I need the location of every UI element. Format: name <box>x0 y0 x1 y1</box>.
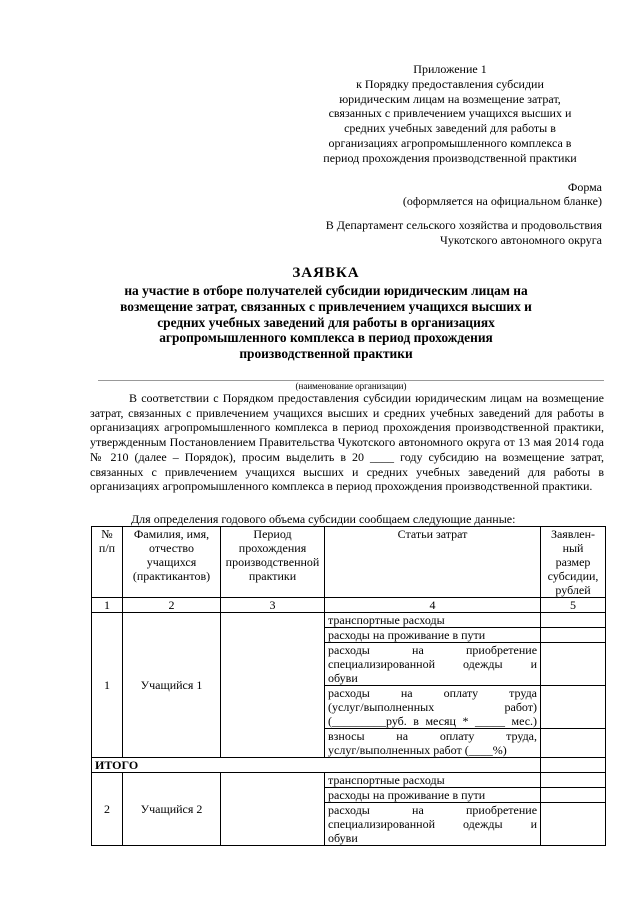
organization-caption: (наименование организации) <box>295 381 407 391</box>
form-label: Форма <box>567 180 602 194</box>
amount-cell[interactable] <box>541 788 606 803</box>
item-text: взносы на оплату труда, <box>328 729 538 743</box>
subtitle-line: агропромышленного комплекса в период прохождения <box>159 330 493 346</box>
item-text: (услуг/выполненных работ) <box>328 700 538 714</box>
total-label: ИТОГО <box>92 758 541 773</box>
item-text: услуг/выполненных работ (____%) <box>328 743 507 757</box>
header-text: рублей <box>555 583 591 597</box>
item-text: обуви <box>328 831 358 845</box>
item-text: расходы на оплату труда <box>328 686 538 700</box>
expense-table <box>91 526 606 846</box>
header-text: прохождения <box>238 541 307 555</box>
student-num: 1 <box>92 613 123 758</box>
form-note: (оформляется на официальном бланке) <box>402 194 602 208</box>
student-name: Учащийся 1 <box>123 613 221 758</box>
appendix-line: период прохождения производственной практики <box>323 150 577 165</box>
body-paragraph: В соответствии с Порядком предоставления субсидии юридическим лицам на возмещение затрат, связанных с привлечением учащихся высших и средних учебных заведений для работы в организациях агропромышленного комплекса в период прохождения производственной практики, утвержденным Постановлением Правительства Чукотского автономного округа от 13 мая 2014 года № 210 (далее – Порядок), просим выделить в 20 ____ году субсидию на возмещение затрат, связанных с привлечением учащихся высших и средних учебных заведений для работы в организациях агропромышленного комплекса в период прохождения производственной практики. <box>90 391 604 494</box>
appendix-block <box>300 62 600 166</box>
header-num <box>92 527 123 598</box>
item-transport: транспортные расходы <box>325 613 541 628</box>
col-number: 1 <box>92 598 123 613</box>
item-text: обуви <box>328 671 358 685</box>
column-number-row <box>92 598 606 613</box>
table-row <box>92 773 606 788</box>
addressee-block <box>326 218 602 248</box>
item-lodging: расходы на проживание в пути <box>325 628 541 643</box>
total-amount-cell[interactable] <box>541 758 606 773</box>
document-title: ЗАЯВКА <box>292 265 360 281</box>
item-labor <box>325 686 541 729</box>
item-lodging: расходы на проживание в пути <box>325 788 541 803</box>
item-text: расходы на приобретение специализированной одежды и <box>328 803 538 831</box>
header-amount <box>541 527 606 598</box>
appendix-line: юридическим лицам на возмещение затрат, <box>339 91 561 106</box>
item-text: (_________руб. в месяц * _____ мес.) <box>328 714 538 728</box>
header-text: практики <box>248 569 297 583</box>
appendix-line: связанных с привлечением учащихся высших и <box>328 106 572 121</box>
period-cell[interactable] <box>221 773 325 846</box>
amount-cell[interactable] <box>541 686 606 729</box>
subtitle-line: средних учебных заведений для работы в организациях <box>157 314 495 330</box>
document-subtitle <box>96 283 556 362</box>
item-transport: транспортные расходы <box>325 773 541 788</box>
table-header-row <box>92 527 606 598</box>
appendix-line: к Порядку предоставления субсидии <box>356 76 544 91</box>
amount-cell[interactable] <box>541 729 606 758</box>
amount-cell[interactable] <box>541 643 606 686</box>
subtitle-line: на участие в отборе получателей субсидии юридическим лицам на <box>124 283 528 298</box>
student-name: Учащийся 2 <box>123 773 221 846</box>
header-name <box>123 527 221 598</box>
amount-cell[interactable] <box>541 803 606 846</box>
col-number: 2 <box>123 598 221 613</box>
col-number: 3 <box>221 598 325 613</box>
amount-cell[interactable] <box>541 613 606 628</box>
header-text: учащихся <box>146 555 197 569</box>
subtitle-line: возмещение затрат, связанных с привлечением учащихся высших и <box>120 298 532 314</box>
header-text: Фамилия, имя, <box>133 527 210 541</box>
col-number: 4 <box>325 598 541 613</box>
item-clothing <box>325 643 541 686</box>
item-clothing <box>325 803 541 846</box>
header-items: Статьи затрат <box>325 527 541 598</box>
item-contributions <box>325 729 541 758</box>
header-text: отчество <box>149 541 194 555</box>
appendix-line: организациях агропромышленного комплекса в <box>328 135 572 150</box>
header-text: п/п <box>98 541 116 555</box>
header-text: ный размер <box>555 541 591 569</box>
total-row <box>92 758 606 773</box>
table-row <box>92 613 606 628</box>
student-num: 2 <box>92 773 123 846</box>
addressee-line: В Департамент сельского хозяйства и продовольствия <box>325 218 602 232</box>
header-text: (практикантов) <box>132 569 211 583</box>
item-text: расходы на приобретение специализированной одежды и <box>328 643 538 671</box>
header-period <box>221 527 325 598</box>
period-cell[interactable] <box>221 613 325 758</box>
amount-cell[interactable] <box>541 773 606 788</box>
header-text: Период <box>253 527 292 541</box>
col-number: 5 <box>541 598 606 613</box>
amount-cell[interactable] <box>541 628 606 643</box>
header-text: субсидии, <box>547 569 599 583</box>
appendix-line: Приложение 1 <box>413 62 487 76</box>
addressee-line: Чукотского автономного округа <box>440 233 602 247</box>
appendix-line: средних учебных заведений для работы в <box>344 121 556 136</box>
header-text: Заявлен- <box>550 527 596 541</box>
lead-sentence: Для определения годового объема субсидии сообщаем следующие данные: <box>131 512 516 526</box>
header-text: производственной <box>225 555 320 569</box>
header-text: № <box>101 527 113 541</box>
subtitle-line: производственной практики <box>239 346 413 362</box>
